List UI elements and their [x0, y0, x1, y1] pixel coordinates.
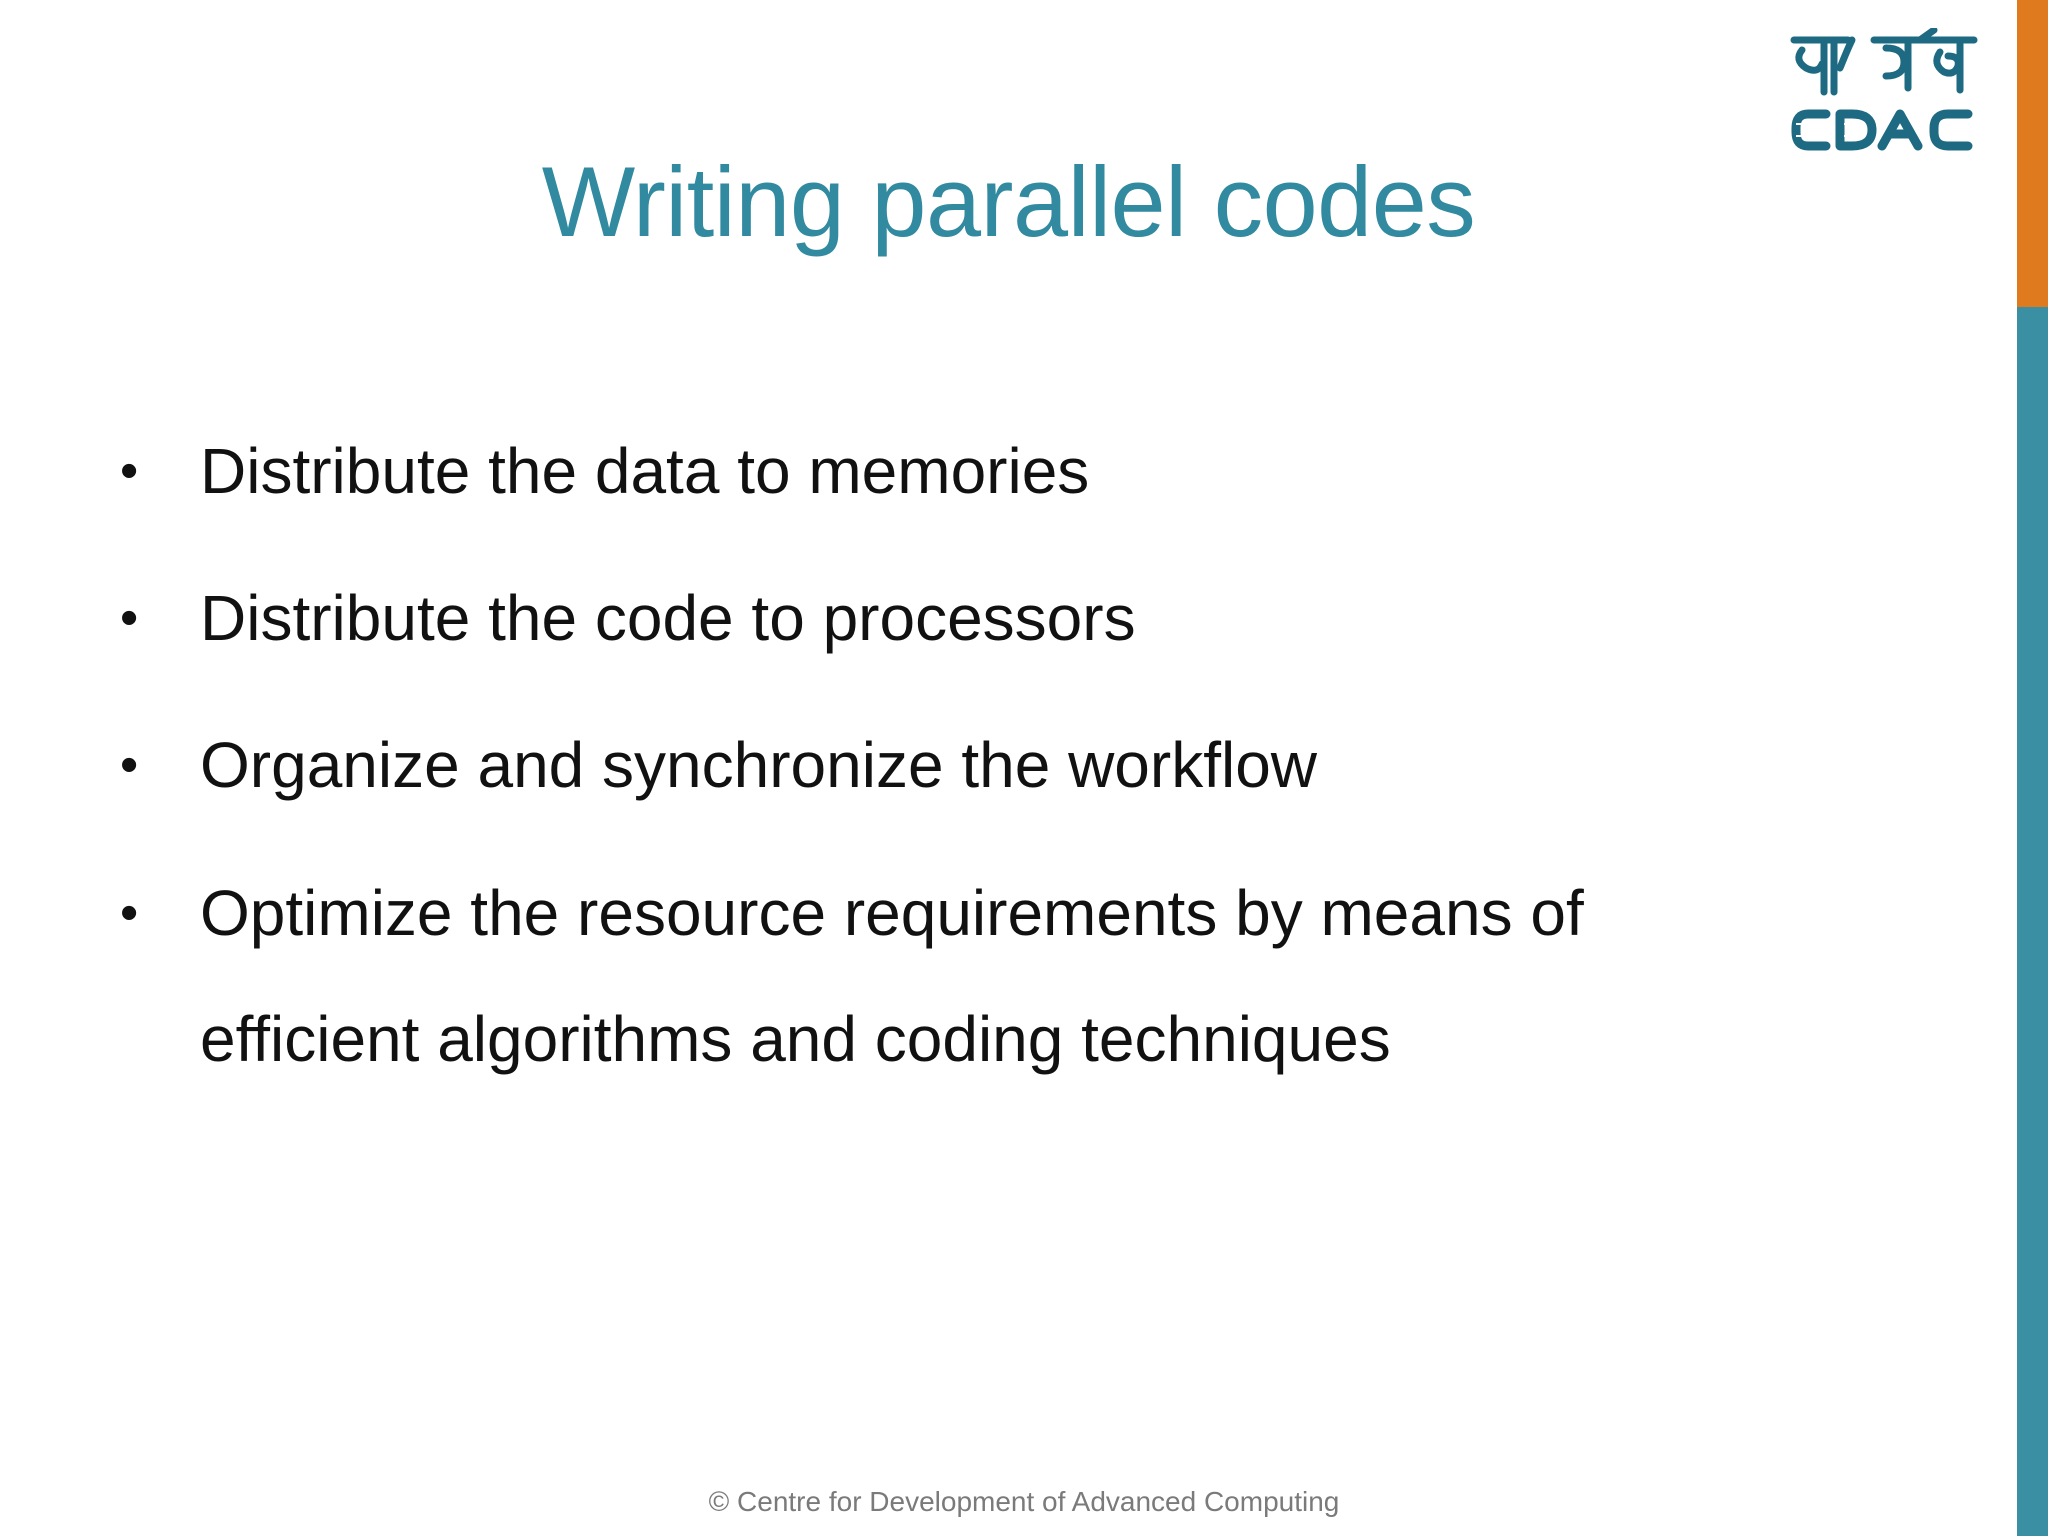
- bullet-dot: •: [120, 442, 139, 500]
- bullet-text: Organize and synchronize the workflow: [200, 729, 1317, 801]
- accent-stripe-orange: [2017, 0, 2048, 307]
- bullet-text: Distribute the data to memories: [200, 435, 1090, 507]
- accent-stripe-teal: [2017, 307, 2048, 1536]
- bullet-dot: •: [120, 884, 139, 942]
- cdac-logo: [1790, 28, 1980, 160]
- bullet-text: Distribute the code to processors: [200, 582, 1136, 654]
- bullet-dot: •: [120, 736, 139, 794]
- copyright-footer: © Centre for Development of Advanced Computing: [708, 1486, 1340, 1517]
- bullet-text: Optimize the resource requirements by means of efficient algorithms and coding techniques: [200, 877, 1584, 1075]
- slide-title: Writing parallel codes: [541, 146, 1476, 257]
- bullet-dot: •: [120, 589, 139, 647]
